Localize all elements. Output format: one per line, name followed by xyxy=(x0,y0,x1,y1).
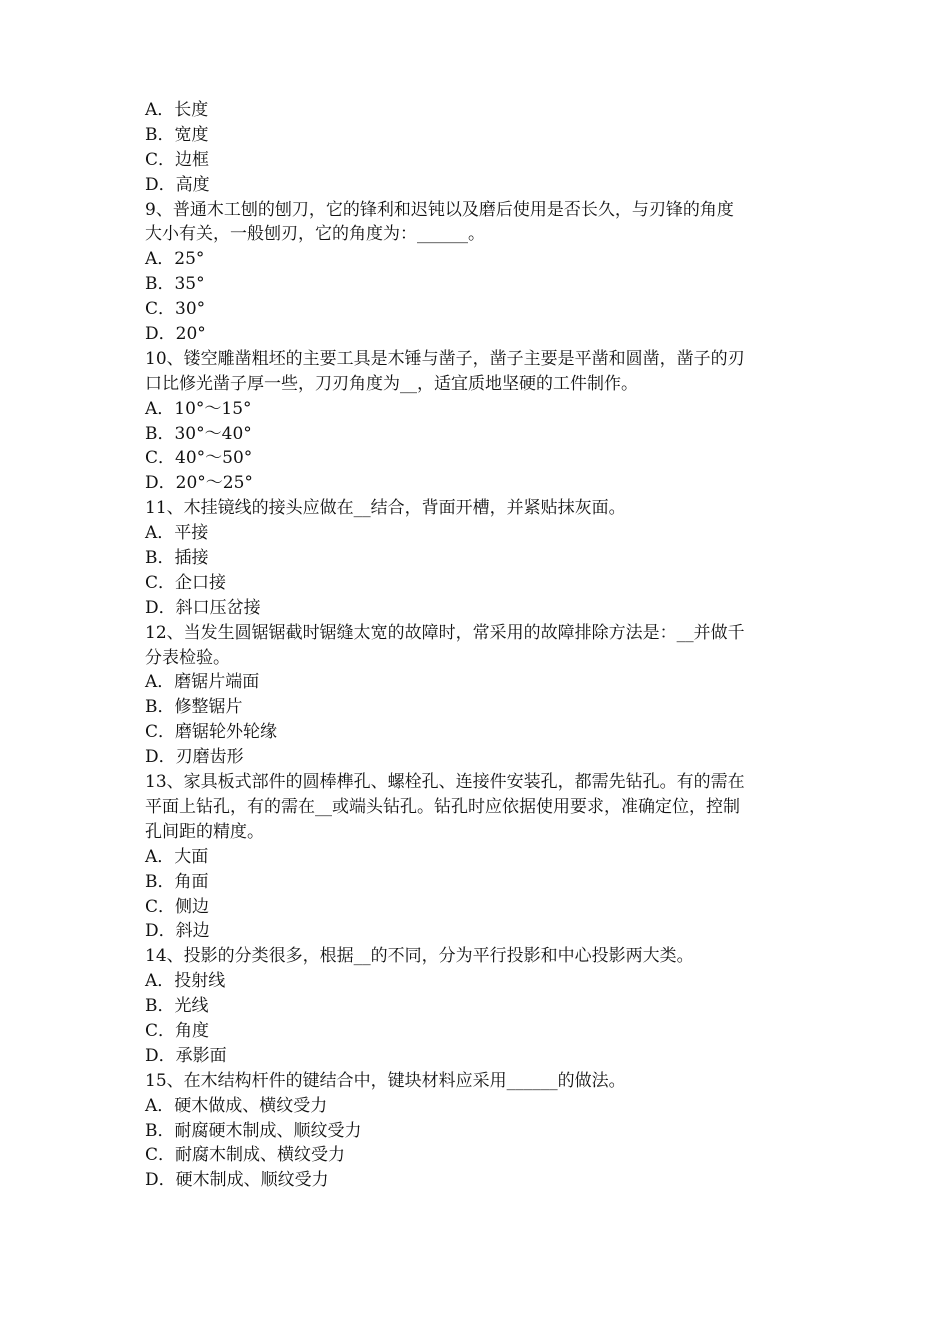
question-10-line-1: 10、镂空雕凿粗坯的主要工具是木锤与凿子，凿子主要是平凿和圆凿，凿子的刃 xyxy=(145,348,745,369)
option-a-q11: A．平接 xyxy=(145,523,209,544)
option-c-q8: C．边框 xyxy=(145,149,210,170)
option-a-q13: A．大面 xyxy=(145,846,209,867)
question-14: 14、投影的分类很多，根据__的不同，分为平行投影和中心投影两大类。 xyxy=(145,946,694,967)
option-c-q10: C．40°～50° xyxy=(145,448,253,469)
question-11: 11、木挂镜线的接头应做在__结合，背面开槽，并紧贴抹灰面。 xyxy=(145,498,626,519)
option-d-q13: D．斜边 xyxy=(145,921,210,942)
option-b-q10: B．30°～40° xyxy=(145,423,252,444)
option-d-q11: D．斜口压岔接 xyxy=(145,597,261,618)
option-b-q9: B．35° xyxy=(145,274,205,295)
option-b-q11: B．插接 xyxy=(145,548,209,569)
option-a-q10: A．10°～15° xyxy=(145,398,252,419)
option-b-q8: B．宽度 xyxy=(145,124,209,145)
option-b-q15: B．耐腐硬木制成、顺纹受力 xyxy=(145,1120,362,1141)
question-10-line-2: 口比修光凿子厚一些，刀刃角度为__，适宜质地坚硬的工件制作。 xyxy=(145,373,638,394)
option-a-q15: A．硬木做成、横纹受力 xyxy=(145,1095,328,1116)
question-12-line-2: 分表检验。 xyxy=(145,647,230,668)
option-d-q10: D．20°～25° xyxy=(145,473,253,494)
question-12-line-1: 12、当发生圆锯锯截时锯缝太宽的故障时，常采用的故障排除方法是：__并做千 xyxy=(145,622,745,643)
question-15: 15、在木结构杆件的键结合中，键块材料应采用______的做法。 xyxy=(145,1070,626,1091)
question-9-line-1: 9、普通木工刨的刨刀，它的锋利和迟钝以及磨后使用是否长久，与刃锋的角度 xyxy=(145,199,734,220)
option-b-q13: B．角面 xyxy=(145,871,209,892)
option-a-q14: A．投射线 xyxy=(145,971,226,992)
option-d-q12: D．刃磨齿形 xyxy=(145,747,244,768)
option-d-q9: D．20° xyxy=(145,324,206,345)
question-13-line-3: 孔间距的精度。 xyxy=(145,821,264,842)
document-page xyxy=(145,98,825,1193)
option-d-q14: D．承影面 xyxy=(145,1045,227,1066)
option-b-q12: B．修整锯片 xyxy=(145,697,243,718)
option-c-q13: C．侧边 xyxy=(145,896,210,917)
question-13-line-1: 13、家具板式部件的圆棒榫孔、螺栓孔、连接件安装孔，都需先钻孔。有的需在 xyxy=(145,772,745,793)
option-d-q15: D．硬木制成、顺纹受力 xyxy=(145,1170,329,1191)
option-c-q15: C．耐腐木制成、横纹受力 xyxy=(145,1145,346,1166)
option-d-q8: D．高度 xyxy=(145,174,210,195)
option-c-q14: C．角度 xyxy=(145,1020,210,1041)
option-a-q9: A．25° xyxy=(145,249,205,270)
option-c-q12: C．磨锯轮外轮缘 xyxy=(145,722,278,743)
question-13-line-2: 平面上钻孔，有的需在__或端头钻孔。钻孔时应依据使用要求，准确定位，控制 xyxy=(145,796,740,817)
option-a-q8: A．长度 xyxy=(145,100,209,120)
option-b-q14: B．光线 xyxy=(145,996,209,1017)
question-9-line-2: 大小有关，一般刨刃，它的角度为：______。 xyxy=(145,224,485,245)
option-a-q12: A．磨锯片端面 xyxy=(145,672,260,693)
option-c-q9: C．30° xyxy=(145,299,206,320)
option-c-q11: C．企口接 xyxy=(145,572,227,593)
